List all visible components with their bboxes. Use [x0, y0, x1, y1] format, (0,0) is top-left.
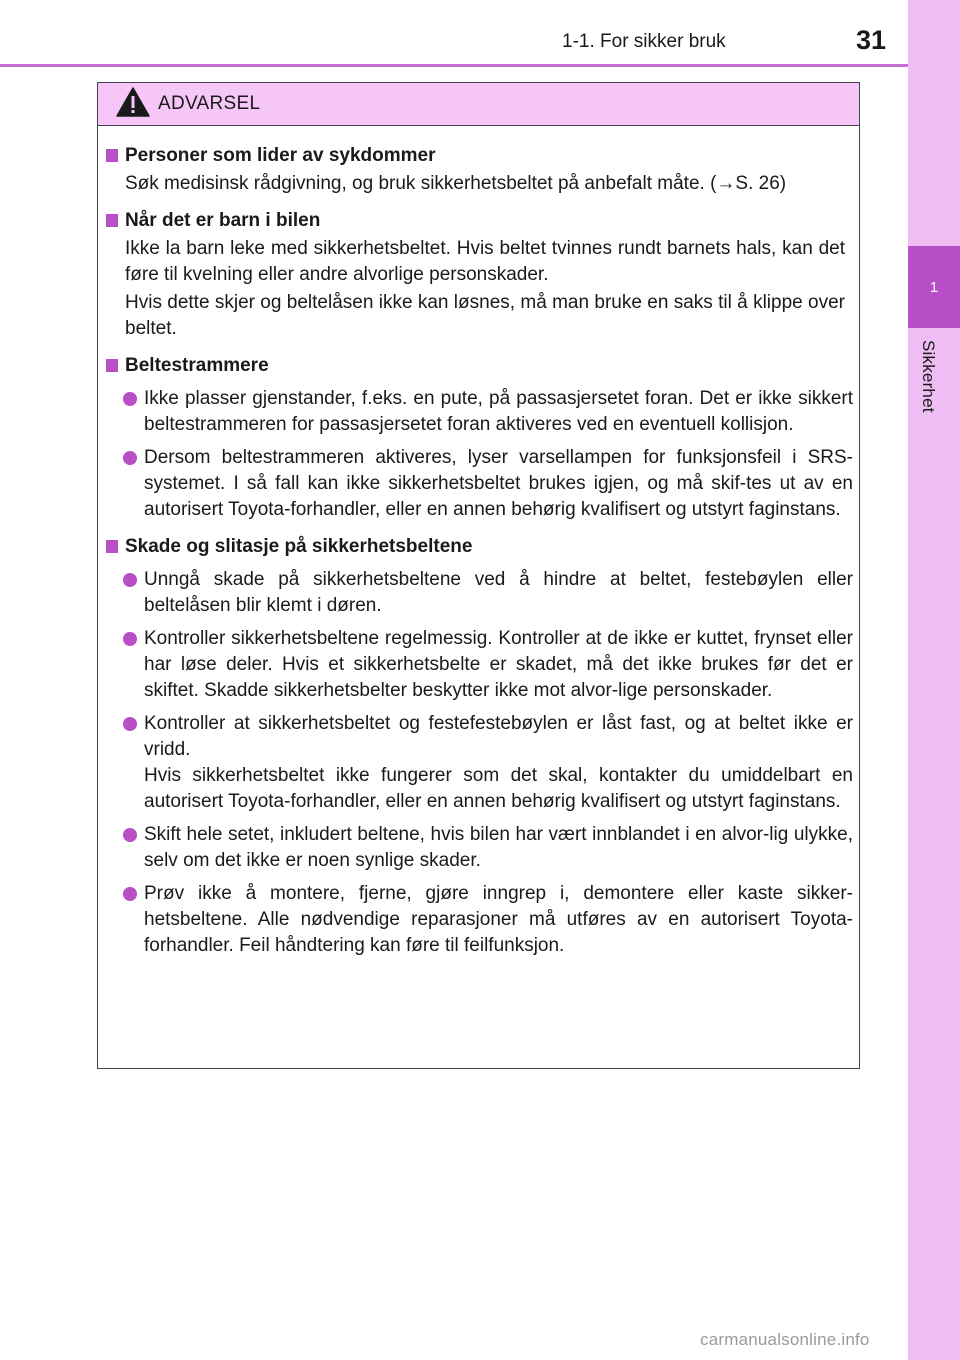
warning-section	[98, 353, 861, 523]
bullet-text: Dersom beltestrammeren aktiveres, lyser varsellampen for funksjonsfeil i SRS-systemet. I så fall kan ikke sikkerhetsbeltet brukes igjen, og må skif-tes ut av en autorisert Toyota-forhandler, eller en annen behørig kvalifisert og utstyrt faginstans.	[144, 447, 853, 520]
bullet-item	[98, 881, 853, 959]
section-heading	[98, 353, 861, 379]
circle-bullet-icon	[123, 573, 137, 587]
bullet-text: Skift hele setet, inkludert beltene, hvis bilen har vært innblandet i en alvor-lig ulykke, selv om det ikke er noen synlige skader.	[144, 824, 853, 871]
paragraph: Hvis dette skjer og beltelåsen ikke kan løsnes, må man bruke en saks til å klippe over beltet.	[125, 292, 845, 339]
square-bullet-icon	[106, 214, 118, 227]
circle-bullet-icon	[123, 392, 137, 406]
square-bullet-icon	[106, 359, 118, 372]
bullet-text: Kontroller at sikkerhetsbeltet og festefestebøylen er låst fast, og at beltet ikke er vridd.	[144, 713, 853, 760]
warning-title: ADVARSEL	[158, 93, 261, 114]
paragraph: Søk medisinsk rådgivning, og bruk sikkerhetsbeltet på anbefalt måte. (→S. 26)	[125, 173, 787, 194]
section-heading-text: Personer som lider av sykdommer	[125, 145, 436, 166]
warning-header	[98, 83, 859, 126]
section-heading	[98, 143, 861, 169]
section-heading-text: Skade og slitasje på sikkerhetsbeltene	[125, 536, 473, 557]
circle-bullet-icon	[123, 887, 137, 901]
square-bullet-icon	[106, 149, 118, 162]
bullet-item	[98, 445, 853, 523]
watermark: carmanualsonline.info	[700, 1330, 870, 1349]
section-heading	[98, 534, 861, 560]
circle-bullet-icon	[123, 717, 137, 731]
bullet-item	[98, 567, 853, 619]
circle-bullet-icon	[123, 451, 137, 465]
warning-icon	[116, 87, 150, 117]
side-tab-strip	[908, 0, 960, 1360]
warning-section	[98, 534, 861, 959]
bullet-item	[98, 626, 853, 704]
square-bullet-icon	[106, 540, 118, 553]
chapter-number: 1	[929, 278, 939, 296]
bullet-item	[98, 386, 853, 438]
warning-content	[98, 143, 861, 970]
header-title: 1-1. For sikker bruk	[562, 31, 726, 52]
warning-section	[98, 143, 861, 197]
section-heading	[98, 208, 861, 234]
bullet-item	[98, 711, 853, 815]
bullet-text: Hvis sikkerhetsbeltet ikke fungerer som det skal, kontakter du umiddelbart en autorisert Toyota-forhandler, eller en annen behørig kvalifisert og utstyrt faginstans.	[144, 765, 853, 812]
bullet-text: Kontroller sikkerhetsbeltene regelmessig. Kontroller at de ikke er kuttet, frynset eller har løse deler. Hvis et sikkerhetsbelte er skadet, må det ikke brukes før det er skiftet. Skadde sikkerhetsbelter beskytter ikke mot alvor-lige personskader.	[144, 628, 853, 701]
circle-bullet-icon	[123, 632, 137, 646]
bullet-text: Prøv ikke å montere, fjerne, gjøre inngrep i, demontere eller kaste sikker-hetsbeltene. Alle nødvendige reparasjoner må utføres av en autorisert Toyota-forhandler. Feil håndtering kan føre til feilfunksjon.	[144, 883, 853, 956]
header-rule	[0, 64, 908, 67]
paragraph: Ikke la barn leke med sikkerhetsbeltet. Hvis beltet tvinnes rundt barnets hals, kan det føre til kvelning eller andre alvorlige personskader.	[125, 238, 845, 285]
bullet-item	[98, 822, 853, 874]
bullet-text: Unngå skade på sikkerhetsbeltene ved å hindre at beltet, festebøylen eller beltelåsen blir klemt i døren.	[144, 569, 853, 616]
warning-section	[98, 208, 861, 342]
circle-bullet-icon	[123, 828, 137, 842]
section-heading-text: Beltestrammere	[125, 355, 269, 376]
section-body	[125, 171, 845, 197]
chapter-number-tab	[908, 246, 960, 328]
chapter-label: Sikkerhet	[919, 340, 938, 413]
warning-box	[97, 82, 860, 1069]
section-heading-text: Når det er barn i bilen	[125, 210, 321, 231]
page-number: 31	[856, 25, 887, 55]
section-body	[125, 236, 845, 342]
bullet-text: Ikke plasser gjenstander, f.eks. en pute, på passasjersetet foran. Det er ikke sikkert beltestrammeren for passasjersetet foran aktiveres ved en eventuell kollisjon.	[144, 388, 853, 435]
